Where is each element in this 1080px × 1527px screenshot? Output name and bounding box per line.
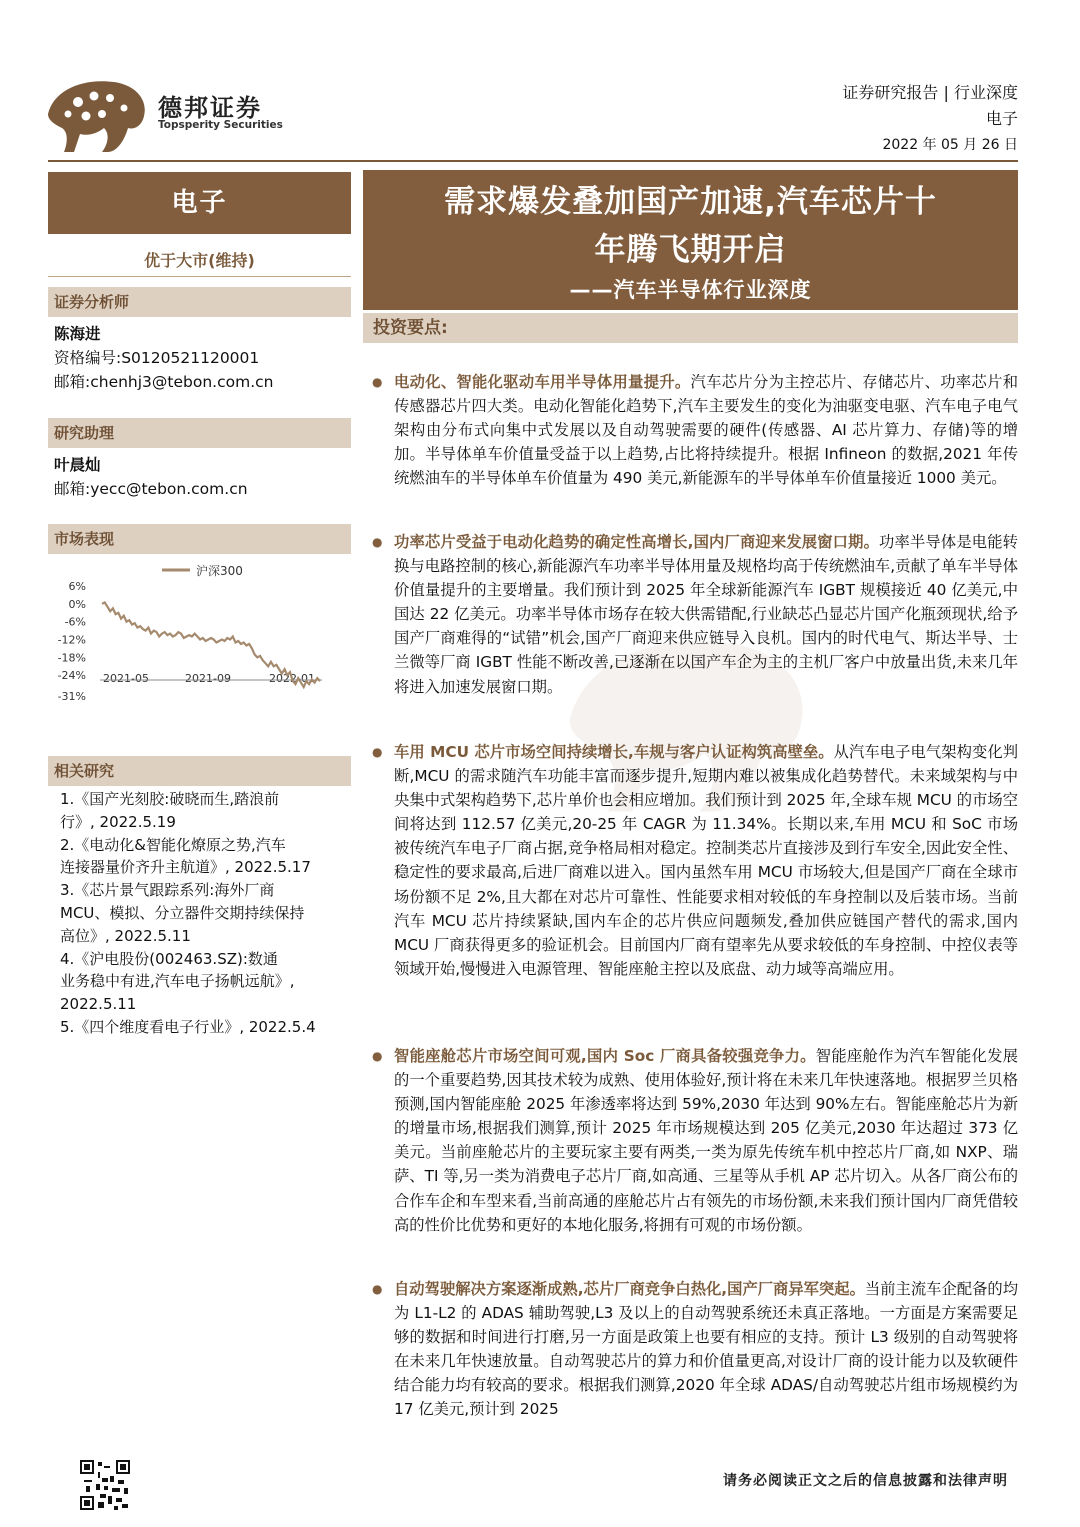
brand-name-cn: 德邦证券 — [158, 94, 262, 122]
analyst-name: 陈海进 — [54, 325, 101, 343]
bullet-icon: ● — [372, 1049, 383, 1063]
market-section-header: 市场表现 — [48, 524, 351, 554]
analyst-section-header: 证券分析师 — [48, 287, 351, 317]
chart-y-tick: 0% — [68, 597, 86, 611]
key-point-paragraph — [372, 740, 1018, 981]
assistant-section-header: 研究助理 — [48, 418, 351, 448]
related-line[interactable]: 行》, 2022.5.19 — [60, 812, 176, 831]
bullet-icon: ● — [372, 535, 383, 549]
key-point-paragraph — [372, 1044, 1018, 1237]
key-point-paragraph — [372, 530, 1018, 699]
leopard-logo-icon — [44, 74, 152, 154]
disclaimer-note: 请务必阅读正文之后的信息披露和法律声明 — [723, 1473, 1008, 1489]
report-subtitle: ——汽车半导体行业深度 — [569, 278, 812, 302]
key-point-text: 功率半导体是电能转换与电路控制的核心,新能源汽车功率半导体用量及规格均高于传统燃油车,贡献了单车半导体价值量提升的主要增量。我们预计到 2025 年全球新能源汽车 IGBT 规模接近 40 亿美元,中国达 22 亿美元。功率半导体市场存在较大供需错配,行业缺芯凸显芯片国产化瓶颈现状,给予国产厂商难得的“试错”机会,国产厂商迎来供应链导入良机。国内的时代电气、斯达半导、士兰微等厂商 IGBT 性能不断改善,已逐渐在以国产车企为主的主机厂客户中放量出货,未来几年将进入加速发展窗口期。 — [394, 533, 1018, 696]
related-line[interactable]: 3.《芯片景气跟踪系列:海外厂商 — [60, 881, 275, 900]
key-point-text: 当前主流车企配备的均为 L1-L2 的 ADAS 辅助驾驶,L3 及以上的自动驾驶系统还未真正落地。一方面是方案需要足够的数据和时间进行打磨,另一方面是政策上也要有相应的支持。预计 L3 级别的自动驾驶将在未来几年快速放量。自动驾驶芯片的算力和价值量更高,对设计厂商的设计能力以及软硬件结合能力均有较高的要求。根据我们测算,2020 年全球 ADAS/自动驾驶芯片组市场规模约为 17 亿美元,预计到 2025 — [394, 1280, 1018, 1419]
market-performance-chart — [50, 556, 350, 706]
report-sector: 电子 — [985, 109, 1018, 128]
related-line[interactable]: 1.《国产光刻胶:破晓而生,踏浪前 — [60, 790, 280, 808]
chart-legend-label: 沪深300 — [196, 564, 243, 578]
key-point-highlight: 智能座舱芯片市场空间可观,国内 Soc 厂商具备较强竞争力。 — [394, 1047, 816, 1065]
report-title-line2: 年腾飞期开启 — [594, 232, 787, 268]
analyst-cert: 资格编号:S0120521120001 — [54, 349, 260, 367]
key-point-text: 从汽车电子电气架构变化判断,MCU 的需求随汽车功能丰富而逐步提升,短期内难以被集成化趋势替代。未来域架构与中央集中式架构趋势下,芯片单价也会相应增加。我们预计到 2025 年,全球车规 MCU 的市场空间将达到 112.57 亿美元,20-25 年 CAGR 为 11.34%。长期以来,车用 MCU 和 SoC 市场被传统汽车电子厂商占据,竞争格局相对稳定。控制类芯片直接涉及到行车安全,因此安全性、稳定性的要求最高,后进厂商难以进入。国内虽然车用 MCU 市场较大,但是国产厂商在全球市场份额不足 2%,且大都在对芯片可靠性、性能要求相对较低的车身控制以及后装市场。当前汽车 MCU 芯片持续紧缺,国内车企的芯片供应问题频发,叠加供应链国产替代的需求,国内 MCU 厂商获得更多的验证机会。目前国内厂商有望率先从要求较低的车身控制、中控仪表等领域开始,慢慢进入电源管理、智能座舱主控以及底盘、动力域等高端应用。 — [394, 743, 1018, 978]
report-title-line1: 需求爆发叠加国产加速,汽车芯片十 — [444, 184, 937, 220]
key-point-text: 汽车芯片分为主控芯片、存储芯片、功率芯片和传感器芯片四大类。电动化智能化趋势下,汽车主要发生的变化为油驱变电驱、汽车电子电气架构由分布式向集中式发展以及自动驾驶需要的硬件(传感器、AI 芯片算力、存储)等的增加。半导体单车价值量受益于以上趋势,占比将持续提升。根据 Infineon 的数据,2021 年传统燃油车的半导体单车价值量为 490 美元,新能源车的半导体单车价值量接近 1000 美元。 — [394, 373, 1018, 488]
report-date: 2022 年 05 月 26 日 — [882, 137, 1018, 153]
chart-x-tick: 2021-09 — [185, 672, 231, 685]
related-research-list — [60, 788, 350, 1039]
chart-y-tick: -12% — [57, 633, 86, 647]
key-point-paragraph — [372, 370, 1018, 490]
related-line[interactable]: 连接器量价齐升主航道》, 2022.5.17 — [60, 858, 311, 877]
key-point-highlight: 车用 MCU 芯片市场空间持续增长,车规与客户认证构筑高壁垒。 — [394, 743, 834, 761]
related-line[interactable]: 高位》, 2022.5.11 — [60, 926, 191, 945]
assistant-name: 叶晨灿 — [54, 456, 101, 474]
assistant-email[interactable]: 邮箱:yecc@tebon.com.cn — [54, 480, 248, 498]
related-line[interactable]: 4.《沪电股份(002463.SZ):数通 — [60, 949, 278, 968]
chart-y-tick: 6% — [68, 580, 86, 593]
key-point-highlight: 电动化、智能化驱动车用半导体用量提升。 — [394, 373, 691, 391]
rating-label: 优于大市(维持) — [144, 251, 255, 270]
analyst-email[interactable]: 邮箱:chenhj3@tebon.com.cn — [54, 373, 274, 391]
related-section-header: 相关研究 — [48, 756, 351, 786]
chart-y-tick: -24% — [57, 669, 86, 683]
rating-divider — [48, 276, 351, 277]
chart-x-tick: 2022-01 — [269, 672, 315, 685]
related-line[interactable]: MCU、模拟、分立器件交期持续保持 — [60, 903, 305, 922]
key-point-paragraph — [372, 1277, 1018, 1422]
header-divider — [48, 160, 1018, 162]
chart-x-tick: 2021-05 — [103, 672, 149, 685]
bullet-icon: ● — [372, 375, 383, 389]
sector-box: 电子 — [48, 172, 351, 234]
key-point-text: 智能座舱作为汽车智能化发展的一个重要趋势,因其技术较为成熟、使用体验好,预计将在未来几年快速落地。根据罗兰贝格预测,国内智能座舱 2025 年渗透率将达到 59%,2030 年达到 90%左右。智能座舱芯片为新的增量市场,根据我们测算,预计 2025 年市场规模达到 205 亿美元,2030 年达超过 373 亿美元。当前座舱芯片的主要玩家主要有两类,一类为原先传统车机中控芯片厂商,如 NXP、瑞萨、TI 等,另一类为消费电子芯片厂商,如高通、三星等从手机 AP 芯片切入。从各厂商公布的合作车企和车型来看,当前高通的座舱芯片占有领先的市场份额,未来我们预计国内厂商凭借较高的性价比优势和更好的本地化服务,将拥有可观的市场份额。 — [394, 1047, 1018, 1234]
bullet-icon: ● — [372, 745, 383, 759]
brand-name-en: Topsperity Securities — [158, 119, 283, 131]
chart-y-tick: -31% — [57, 690, 86, 703]
related-line[interactable]: 2022.5.11 — [60, 995, 137, 1014]
key-point-highlight: 自动驾驶解决方案逐渐成熟,芯片厂商竞争白热化,国产厂商异军突起。 — [394, 1280, 865, 1298]
key-point-highlight: 功率芯片受益于电动化趋势的确定性高增长,国内厂商迎来发展窗口期。 — [394, 533, 880, 551]
chart-y-tick: -6% — [64, 615, 86, 629]
report-type-block — [842, 80, 1018, 132]
report-title-box — [363, 170, 1018, 310]
report-type: 证券研究报告 | 行业深度 — [842, 83, 1018, 102]
chart-y-tick: -18% — [57, 651, 86, 665]
related-line[interactable]: 业务稳中有进,汽车电子扬帆远航》, — [60, 972, 295, 991]
key-points-header: 投资要点: — [363, 313, 1018, 343]
related-line[interactable]: 2.《电动化&智能化燎原之势,汽车 — [60, 835, 286, 854]
bullet-icon: ● — [372, 1282, 383, 1296]
related-line[interactable]: 5.《四个维度看电子行业》, 2022.5.4 — [60, 1017, 316, 1036]
qr-code-icon[interactable] — [80, 1460, 130, 1510]
